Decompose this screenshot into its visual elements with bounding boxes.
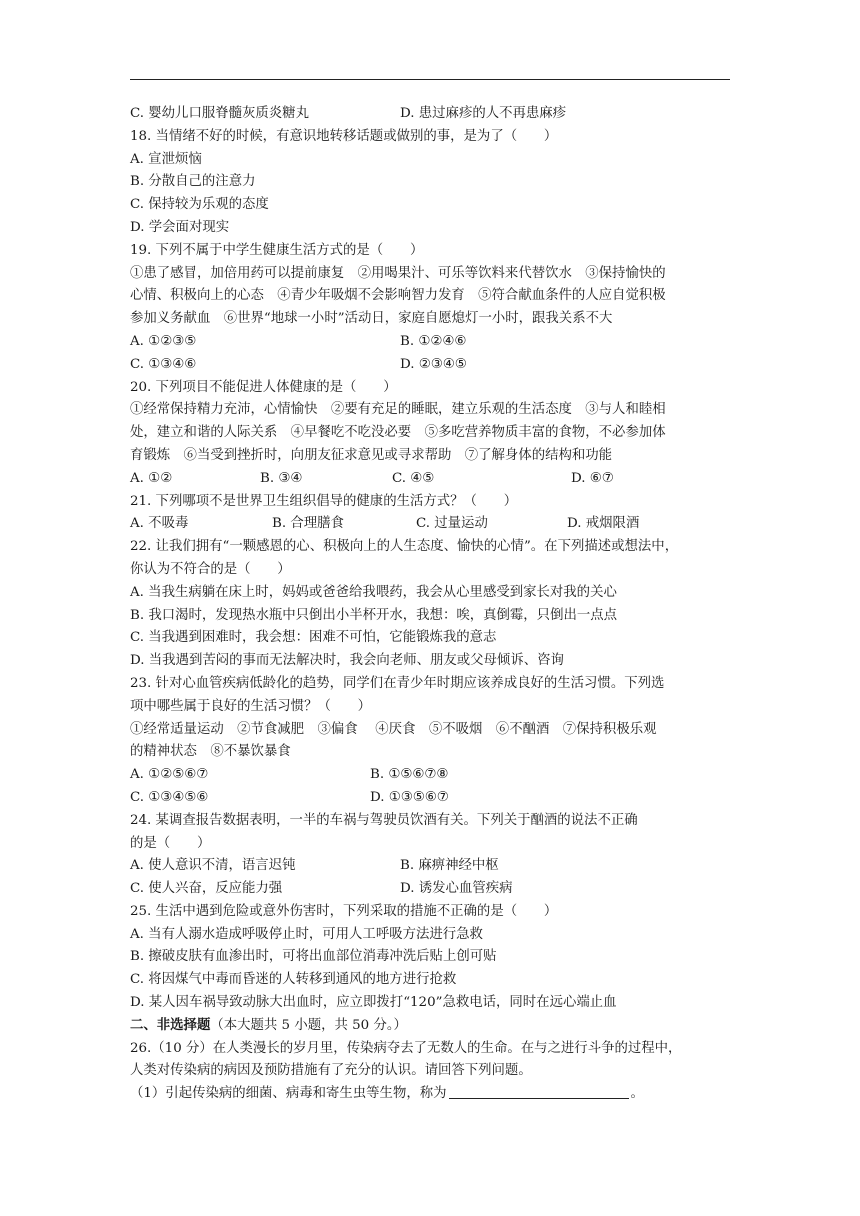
q23-option-c: C. ①③④⑤⑥ [130, 789, 209, 805]
q23-option-a: A. ①②⑤⑥⑦ [130, 767, 209, 783]
q21-stem: 21. 下列哪项不是世界卫生组织倡导的健康的生活方式？（ ） [130, 493, 518, 509]
q18-option-d: D. 学会面对现实 [130, 219, 230, 235]
section-2-heading [130, 1015, 736, 1038]
q21-options [130, 513, 736, 536]
q19-line-2: 心情、积极向上的心态 ④青少年吸烟不会影响智力发育 ⑤符合献血条件的人应自觉积极 [130, 288, 666, 304]
q23-options-ab [130, 764, 736, 787]
q25-option-a: A. 当有人溺水造成呼吸停止时，可用人工呼吸方法进行急救 [130, 926, 483, 942]
q17-option-c: C. 婴幼儿口服脊髓灰质炎糖丸 [130, 106, 309, 121]
q24-stem-1: 24. 某调查报告数据表明，一半的车祸与驾驶员饮酒有关。下列关于酗酒的说法不正确 [130, 812, 638, 828]
q21-option-d: D. 戒烟限酒 [567, 516, 640, 532]
exam-page [130, 103, 736, 1106]
q20-option-c: C. ④⑤ [392, 470, 435, 486]
q19-option-b: B. ①②④⑥ [400, 333, 467, 349]
q24-option-b: B. 麻痹神经中枢 [400, 858, 499, 874]
q23-line-2: 的精神状态 ⑧不暴饮暴食 [130, 744, 291, 760]
q24-option-d: D. 诱发心血管疾病 [400, 881, 513, 897]
q20-line-1: ①经常保持精力充沛，心情愉快 ②要有充足的睡眠，建立乐观的生活态度 ③与人和睦相 [130, 402, 666, 418]
q19-line-3: 参加义务献血 ⑥世界“地球一小时”活动日，家庭自愿熄灯一小时，跟我关系不大 [130, 311, 613, 327]
q24-option-a: A. 使人意识不清，语言迟钝 [130, 858, 296, 874]
q21-option-b: B. 合理膳食 [272, 516, 344, 532]
q20-option-d: D. ⑥⑦ [571, 470, 614, 486]
q26-line-1: 26.（10 分）在人类漫长的岁月里，传染病夺去了无数人的生命。在与之进行斗争的过程中， [130, 1040, 682, 1056]
answer-blank[interactable] [449, 1083, 629, 1099]
q19-option-d: D. ②③④⑤ [400, 356, 467, 372]
q22-option-c: C. 当我遇到困难时，我会想：困难不可怕，它能锻炼我的意志 [130, 630, 497, 646]
q19-options-cd [130, 354, 736, 377]
q24-options-ab [130, 855, 736, 878]
q23-stem-2: 项中哪些属于良好的生活习惯？（ ） [130, 698, 372, 714]
q18-option-a: A. 宣泄烦恼 [130, 151, 202, 167]
q18-option-b: B. 分散自己的注意力 [130, 174, 256, 190]
q17-options-cd [130, 103, 736, 126]
q20-option-a: A. ①② [130, 470, 173, 486]
q21-option-c: C. 过量运动 [416, 516, 488, 532]
q24-options-cd [130, 878, 736, 901]
q25-option-c: C. 将因煤气中毒而昏迷的人转移到通风的地方进行抢救 [130, 972, 457, 988]
q19-line-1: ①患了感冒，加倍用药可以提前康复 ②用喝果汁、可乐等饮料来代替饮水 ③保持愉快的 [130, 265, 666, 281]
q24-option-c: C. 使人兴奋，反应能力强 [130, 881, 283, 897]
section-2-subtitle: （本大题共 5 小题，共 50 分。） [210, 1017, 407, 1033]
q22-stem-2: 你认为不符合的是（ ） [130, 561, 291, 577]
q24-stem-2: 的是（ ） [130, 835, 211, 851]
q26-part-1-text: （1）引起传染病的细菌、病毒和寄生虫等生物，称为 [130, 1086, 447, 1102]
q19-option-a: A. ①②③⑤ [130, 333, 197, 349]
q26-part-1-end: 。 [630, 1086, 644, 1102]
q22-option-b: B. 我口渴时，发现热水瓶中只倒出小半杯开水，我想：唉，真倒霉，只倒出一点点 [130, 607, 618, 623]
q20-options [130, 468, 736, 491]
q17-option-d: D. 患过麻疹的人不再患麻疹 [400, 106, 567, 121]
q23-option-b: B. ①⑤⑥⑦⑧ [370, 767, 449, 783]
q25-stem: 25. 生活中遇到危险或意外伤害时，下列采取的措施不正确的是（ ） [130, 903, 558, 919]
q23-options-cd [130, 787, 736, 810]
q18-option-c: C. 保持较为乐观的态度 [130, 197, 269, 213]
q18-stem: 18. 当情绪不好的时候，有意识地转移话题或做别的事，是为了（ ） [130, 128, 558, 144]
q26-part-1 [130, 1083, 736, 1106]
q22-option-d: D. 当我遇到苦闷的事而无法解决时，我会向老师、朋友或父母倾诉、咨询 [130, 653, 564, 669]
q26-line-2: 人类对传染病的病因及预防措施有了充分的认识。请回答下列问题。 [130, 1063, 532, 1079]
q22-option-a: A. 当我生病躺在床上时，妈妈或爸爸给我喂药，我会从心里感受到家长对我的关心 [130, 584, 617, 600]
q19-option-c: C. ①③④⑥ [130, 356, 197, 372]
header-rule [130, 79, 730, 80]
q20-line-2: 处，建立和谐的人际关系 ④早餐吃不吃没必要 ⑤多吃营养物质丰富的食物，不必参加体 [130, 425, 666, 441]
q20-stem: 20. 下列项目不能促进人体健康的是（ ） [130, 379, 397, 395]
section-2-title: 二、非选择题 [130, 1017, 211, 1033]
q19-stem: 19. 下列不属于中学生健康生活方式的是（ ） [130, 242, 424, 258]
q19-options-ab [130, 331, 736, 354]
q21-option-a: A. 不吸毒 [130, 516, 189, 532]
q20-line-3: 育锻炼 ⑥当受到挫折时，向朋友征求意见或寻求帮助 ⑦了解身体的结构和功能 [130, 447, 613, 463]
q22-stem-1: 22. 让我们拥有“一颗感恩的心、积极向上的人生态度、愉快的心情”。在下列描述或想法中， [130, 539, 679, 555]
q23-option-d: D. ①③⑤⑥⑦ [370, 789, 449, 805]
q25-option-d: D. 某人因车祸导致动脉大出血时，应立即拨打“120”急救电话，同时在远心端止血 [130, 995, 617, 1011]
q20-option-b: B. ③④ [260, 470, 303, 486]
q25-option-b: B. 擦破皮肤有血渗出时，可将出血部位消毒冲洗后贴上创可贴 [130, 949, 497, 965]
q23-line-1: ①经常适量运动 ②节食减肥 ③偏食 ④厌食 ⑤不吸烟 ⑥不酗酒 ⑦保持积极乐观 [130, 721, 657, 737]
q23-stem-1: 23. 针对心血管疾病低龄化的趋势，同学们在青少年时期应该养成良好的生活习惯。下列选 [130, 675, 665, 691]
